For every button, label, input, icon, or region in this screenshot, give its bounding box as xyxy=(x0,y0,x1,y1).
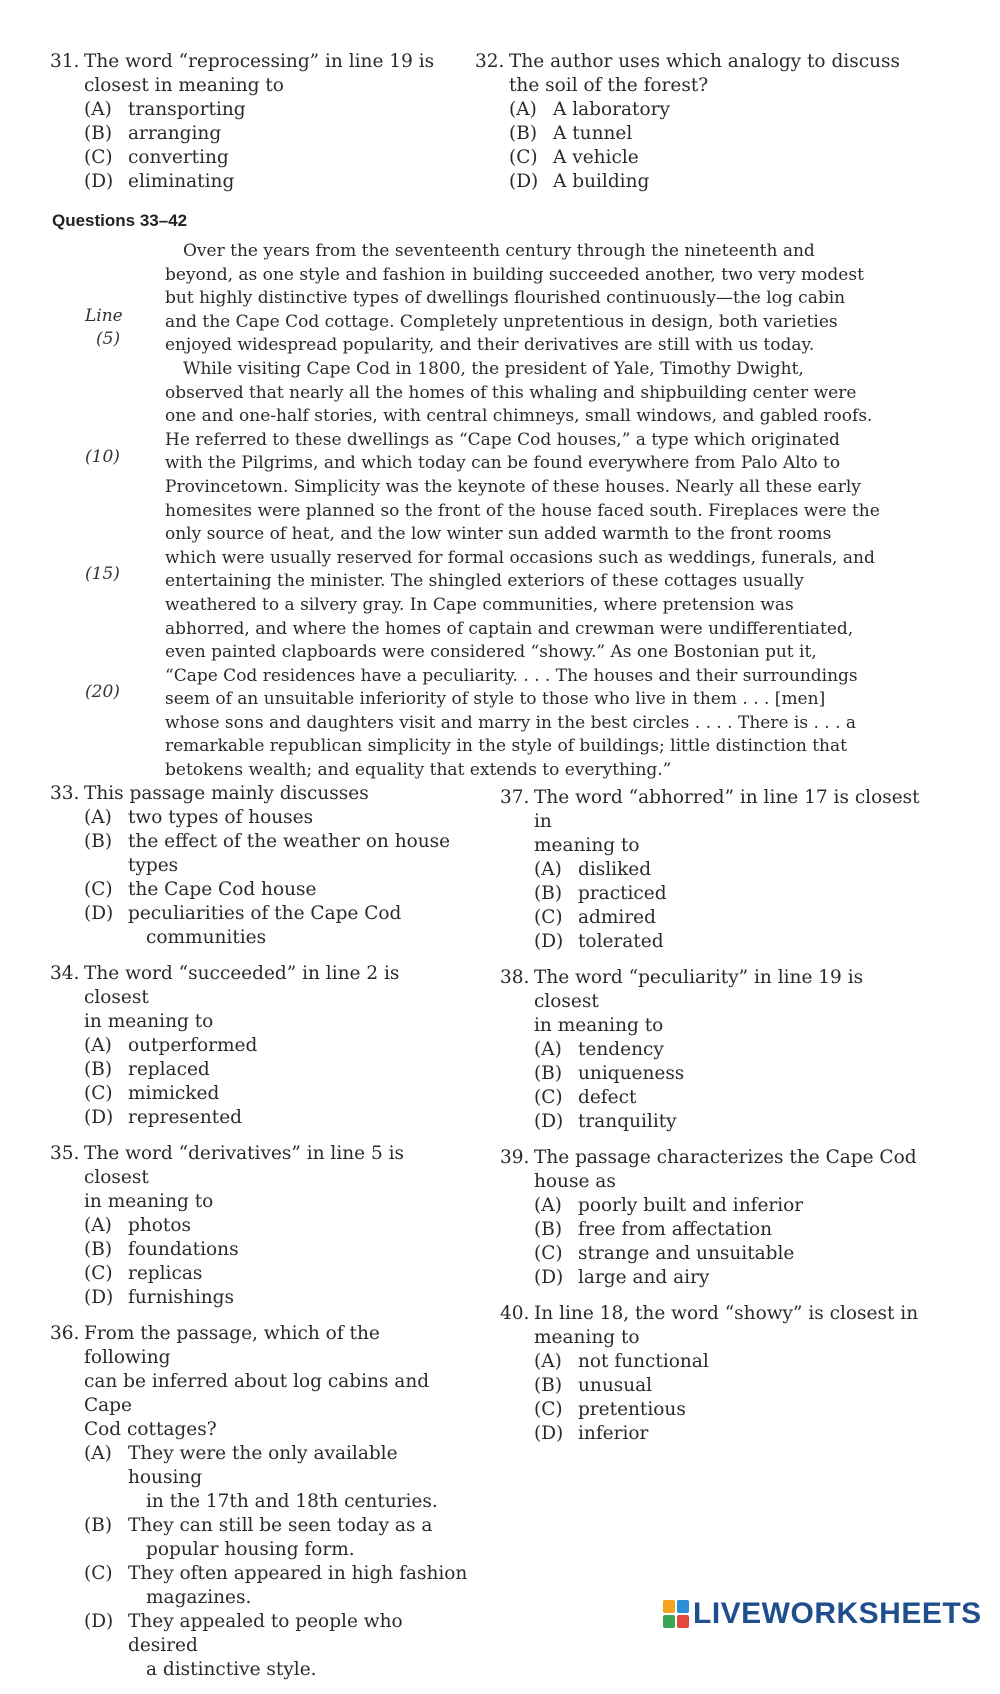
question-stem-line: This passage mainly discusses xyxy=(84,783,369,804)
option-letter: (C) xyxy=(534,907,563,928)
option-text xyxy=(128,878,470,902)
option-text xyxy=(128,1262,470,1286)
question-36 xyxy=(50,1322,470,1682)
answer-option[interactable] xyxy=(50,1514,470,1562)
option-text xyxy=(578,1422,920,1446)
question-34 xyxy=(50,962,470,1130)
option-text-line: poorly built and inferior xyxy=(578,1195,804,1216)
option-text-line: the effect of the weather on house types xyxy=(128,831,451,876)
option-text-line: They can still be seen today as a xyxy=(128,1515,433,1536)
option-text xyxy=(578,1062,920,1086)
option-text xyxy=(578,882,920,906)
passage-line: “Cape Cod residences have a peculiarity. . . . The houses and their surroundings xyxy=(165,665,858,686)
option-letter: (A) xyxy=(84,807,112,828)
passage-line: homesites were planned so the front of the house faced south. Fireplaces were the xyxy=(165,500,880,521)
option-text xyxy=(578,930,920,954)
answer-option[interactable] xyxy=(50,830,470,878)
option-letter: (B) xyxy=(84,831,113,852)
question-stem-line: The word “succeeded” in line 2 is closest xyxy=(84,963,400,1008)
option-text-line: They were the only available housing xyxy=(128,1443,398,1488)
answer-option[interactable]: (C) A vehicle xyxy=(509,147,639,168)
option-text xyxy=(128,1610,470,1682)
question-31 xyxy=(50,50,450,194)
question-stem-line: in meaning to xyxy=(534,1015,664,1036)
question-stem-line: meaning to xyxy=(534,835,640,856)
passage-line: seem of an unsuitable inferiority of style to those who live in them . . . [men] xyxy=(165,689,826,710)
answer-option[interactable]: (B) A tunnel xyxy=(509,123,633,144)
option-text xyxy=(128,902,470,950)
option-text-line: practiced xyxy=(578,883,667,904)
line-marker: (20) xyxy=(85,682,120,702)
answer-option[interactable] xyxy=(500,1086,920,1110)
option-letter: (D) xyxy=(534,931,564,952)
option-letter: (B) xyxy=(534,883,563,904)
option-text xyxy=(578,1086,920,1110)
passage-line: observed that nearly all the homes of this whaling and shipbuilding center were xyxy=(165,382,857,403)
passage-line: but highly distinctive types of dwellings flourished continuously—the log cabin xyxy=(165,288,846,309)
question-38 xyxy=(500,966,920,1134)
question-stem-line: From the passage, which of the following xyxy=(84,1323,380,1368)
answer-option[interactable] xyxy=(50,1286,470,1310)
answer-option[interactable] xyxy=(50,1562,470,1610)
question-number: 35. xyxy=(50,1143,80,1164)
answer-option[interactable] xyxy=(50,806,470,830)
option-text-line: popular housing form. xyxy=(146,1539,355,1560)
option-text xyxy=(578,1038,920,1062)
question-33 xyxy=(50,782,470,950)
option-text xyxy=(128,1106,470,1130)
question-stem-line: meaning to xyxy=(534,1327,640,1348)
answer-option[interactable] xyxy=(500,1194,920,1218)
option-text-line: magazines. xyxy=(146,1587,252,1608)
passage-line: even painted clapboards were considered “showy.” As one Bostonian put it, xyxy=(165,642,817,663)
answer-option[interactable]: (D) A building xyxy=(509,171,650,192)
answer-option[interactable] xyxy=(50,902,470,950)
option-text-line: mimicked xyxy=(128,1083,220,1104)
option-text-line: admired xyxy=(578,907,656,928)
option-letter: (D) xyxy=(534,1267,564,1288)
option-text xyxy=(128,1034,470,1058)
answer-option[interactable] xyxy=(500,1062,920,1086)
option-text xyxy=(578,1266,920,1290)
question-stem-line: can be inferred about log cabins and Cape xyxy=(84,1371,430,1416)
option-text xyxy=(128,1238,470,1262)
option-text xyxy=(578,1194,920,1218)
liveworksheets-logo-icon xyxy=(663,1600,689,1628)
option-text-line: tendency xyxy=(578,1039,664,1060)
option-letter: (B) xyxy=(534,1219,563,1240)
question-35 xyxy=(50,1142,470,1310)
question-stem-line: The word “derivatives” in line 5 is closest xyxy=(84,1143,405,1188)
option-text xyxy=(578,1242,920,1266)
option-text xyxy=(128,806,470,830)
option-text-line: defect xyxy=(578,1087,637,1108)
answer-option[interactable] xyxy=(500,930,920,954)
option-text xyxy=(128,1562,470,1610)
option-letter: (B) xyxy=(84,1059,113,1080)
line-marker: (5) xyxy=(96,329,121,349)
question-stem-line: The passage characterizes the Cape Cod xyxy=(534,1147,917,1168)
option-text-line: communities xyxy=(146,927,267,948)
answer-option[interactable] xyxy=(500,1038,920,1062)
option-letter: (B) xyxy=(84,1515,113,1536)
passage-line: abhorred, and where the homes of captain and crewman were undifferentiated, xyxy=(165,618,854,639)
option-letter: (C) xyxy=(84,1083,113,1104)
option-text xyxy=(578,1110,920,1134)
option-text-line: inferior xyxy=(578,1423,649,1444)
option-text xyxy=(128,1082,470,1106)
passage-line: and the Cape Cod cottage. Completely unpretentious in design, both varieties xyxy=(165,311,838,332)
option-text-line: replaced xyxy=(128,1059,210,1080)
option-letter: (A) xyxy=(84,1035,112,1056)
passage-line: beyond, as one style and fashion in building succeeded another, two very modest xyxy=(165,264,864,285)
question-stem-line: The author uses which analogy to discuss xyxy=(509,51,900,72)
answer-option[interactable] xyxy=(500,1422,920,1446)
option-text-line: in the 17th and 18th centuries. xyxy=(146,1491,438,1512)
answer-option[interactable] xyxy=(500,1218,920,1242)
passage-line: Over the years from the seventeenth century through the nineteenth and xyxy=(183,241,815,261)
answer-option[interactable] xyxy=(500,1350,920,1374)
option-text-line: represented xyxy=(128,1107,243,1128)
passage-line: with the Pilgrims, and which today can be found everywhere from Palo Alto to xyxy=(165,453,841,474)
option-letter: (C) xyxy=(84,879,113,900)
option-letter: (D) xyxy=(84,1611,114,1632)
option-text xyxy=(578,1218,920,1242)
option-letter: (B) xyxy=(84,1239,113,1260)
option-text-line: They appealed to people who desired xyxy=(128,1611,403,1656)
option-letter: (C) xyxy=(84,1263,113,1284)
question-stem-line: The word “peculiarity” in line 19 is closest xyxy=(534,967,864,1012)
option-letter: (A) xyxy=(84,1443,112,1464)
question-40 xyxy=(500,1302,920,1446)
question-stem-line: in meaning to xyxy=(84,1011,214,1032)
answer-option[interactable] xyxy=(50,1214,470,1238)
passage-line: remarkable republican simplicity in the style of buildings; little distinction that xyxy=(165,736,847,757)
option-text xyxy=(128,1286,470,1310)
option-text-line: pretentious xyxy=(578,1399,686,1420)
option-text-line: photos xyxy=(128,1215,191,1236)
answer-option[interactable] xyxy=(500,1110,920,1134)
questions-right-column xyxy=(500,786,920,1458)
passage-line: entertaining the minister. The shingled exteriors of these cottages usually xyxy=(165,571,804,592)
question-number: 40. xyxy=(500,1303,530,1324)
option-text-line: unusual xyxy=(578,1375,653,1396)
answer-option[interactable] xyxy=(50,1442,470,1514)
question-stem-line: closest in meaning to xyxy=(84,75,284,96)
question-32 xyxy=(475,50,915,194)
liveworksheets-logo xyxy=(663,1597,982,1631)
option-letter: (C) xyxy=(534,1399,563,1420)
answer-option[interactable]: (C) converting xyxy=(84,147,229,168)
option-text-line: They often appeared in high fashion xyxy=(128,1563,468,1584)
answer-option[interactable] xyxy=(50,1034,470,1058)
answer-option[interactable] xyxy=(500,1266,920,1290)
option-text xyxy=(128,1058,470,1082)
answer-option[interactable] xyxy=(50,1610,470,1682)
question-number: 36. xyxy=(50,1323,80,1344)
question-37 xyxy=(500,786,920,954)
option-letter: (B) xyxy=(534,1375,563,1396)
answer-option[interactable] xyxy=(500,858,920,882)
question-stem-line: The word “reprocessing” in line 19 is xyxy=(84,51,435,72)
option-text-line: furnishings xyxy=(128,1287,235,1308)
answer-option[interactable] xyxy=(50,878,470,902)
question-number: 33. xyxy=(50,783,80,804)
option-text-line: tranquility xyxy=(578,1111,677,1132)
answer-option[interactable]: (B) arranging xyxy=(84,123,222,144)
question-stem-line: In line 18, the word “showy” is closest in xyxy=(534,1303,919,1324)
option-text xyxy=(578,1374,920,1398)
option-text-line: free from affectation xyxy=(578,1219,773,1240)
answer-option[interactable]: (A) A laboratory xyxy=(509,99,670,120)
passage-line: betokens wealth; and equality that extends to everything.” xyxy=(165,760,672,781)
answer-option[interactable] xyxy=(500,1242,920,1266)
option-text xyxy=(578,906,920,930)
option-text-line: disliked xyxy=(578,859,652,880)
option-letter: (D) xyxy=(84,1287,114,1308)
passage-line: only source of heat, and the low winter sun added warmth to the front rooms xyxy=(165,524,832,545)
option-text xyxy=(578,1398,920,1422)
passage-line: whose sons and daughters visit and marry in the best circles . . . . There is . . . a xyxy=(165,712,857,733)
passage-line: which were usually reserved for formal occasions such as weddings, funerals, and xyxy=(165,547,875,568)
option-text-line: a distinctive style. xyxy=(146,1659,317,1680)
answer-option[interactable] xyxy=(50,1058,470,1082)
reading-passage xyxy=(165,240,885,783)
answer-option[interactable] xyxy=(500,882,920,906)
passage-line: He referred to these dwellings as “Cape Cod houses,” a type which originated xyxy=(165,429,840,450)
option-text-line: replicas xyxy=(128,1263,203,1284)
passage-line: enjoyed widespread popularity, and their derivatives are still with us today. xyxy=(165,335,815,356)
answer-option[interactable]: (A) transporting xyxy=(84,99,246,120)
option-text-line: the Cape Cod house xyxy=(128,879,317,900)
question-stem-line: The word “abhorred” in line 17 is closest in xyxy=(534,787,920,832)
option-letter: (A) xyxy=(84,1215,112,1236)
answer-option[interactable] xyxy=(50,1238,470,1262)
answer-option[interactable] xyxy=(500,906,920,930)
question-stem-line: Cod cottages? xyxy=(84,1419,217,1440)
option-letter: (A) xyxy=(534,1039,562,1060)
passage-line: one and one-half stories, with central chimneys, small windows, and gabled roofs. xyxy=(165,406,873,427)
answer-option[interactable] xyxy=(500,1398,920,1422)
option-text-line: not functional xyxy=(578,1351,709,1372)
option-letter: (B) xyxy=(534,1063,563,1084)
option-letter: (D) xyxy=(534,1423,564,1444)
option-text-line: outperformed xyxy=(128,1035,258,1056)
answer-option[interactable] xyxy=(500,1374,920,1398)
question-number: 32. xyxy=(475,51,505,72)
option-letter: (D) xyxy=(84,1107,114,1128)
option-letter: (C) xyxy=(534,1243,563,1264)
questions-left-column xyxy=(50,782,470,1694)
question-stem-line: house as xyxy=(534,1171,616,1192)
question-number: 31. xyxy=(50,51,80,72)
option-text-line: two types of houses xyxy=(128,807,314,828)
option-text xyxy=(128,1214,470,1238)
passage-line: weathered to a silvery gray. In Cape communities, where pretension was xyxy=(165,594,794,615)
option-text xyxy=(128,830,470,878)
option-text-line: tolerated xyxy=(578,931,664,952)
option-text xyxy=(578,1350,920,1374)
passage-line: While visiting Cape Cod in 1800, the president of Yale, Timothy Dwight, xyxy=(183,358,804,379)
option-letter: (D) xyxy=(84,903,114,924)
option-text-line: strange and unsuitable xyxy=(578,1243,795,1264)
question-number: 39. xyxy=(500,1147,530,1168)
question-number: 37. xyxy=(500,787,530,808)
option-letter: (A) xyxy=(534,859,562,880)
option-text-line: peculiarities of the Cape Cod xyxy=(128,903,402,924)
section-heading: Questions 33–42 xyxy=(52,211,188,230)
question-number: 38. xyxy=(500,967,530,988)
answer-option[interactable] xyxy=(50,1106,470,1130)
question-stem-line: the soil of the forest? xyxy=(509,75,709,96)
option-letter: (C) xyxy=(84,1563,113,1584)
option-letter: (D) xyxy=(534,1111,564,1132)
option-text-line: uniqueness xyxy=(578,1063,685,1084)
option-text-line: foundations xyxy=(128,1239,239,1260)
liveworksheets-wordmark: LIVEWORKSHEETS xyxy=(693,1597,982,1630)
option-text xyxy=(128,1514,470,1562)
question-stem-line: in meaning to xyxy=(84,1191,214,1212)
answer-option[interactable] xyxy=(50,1262,470,1286)
option-text xyxy=(128,1442,470,1514)
question-number: 34. xyxy=(50,963,80,984)
option-letter: (A) xyxy=(534,1351,562,1372)
answer-option[interactable]: (D) eliminating xyxy=(84,171,235,192)
passage-line: Provincetown. Simplicity was the keynote of these houses. Nearly all these early xyxy=(165,476,861,497)
option-text-line: large and airy xyxy=(578,1267,710,1288)
option-letter: (A) xyxy=(534,1195,562,1216)
option-text xyxy=(578,858,920,882)
line-marker: (10) xyxy=(85,447,120,467)
option-letter: (C) xyxy=(534,1087,563,1108)
question-39 xyxy=(500,1146,920,1290)
line-label: Line xyxy=(85,306,123,326)
line-marker: (15) xyxy=(85,564,120,584)
answer-option[interactable] xyxy=(50,1082,470,1106)
